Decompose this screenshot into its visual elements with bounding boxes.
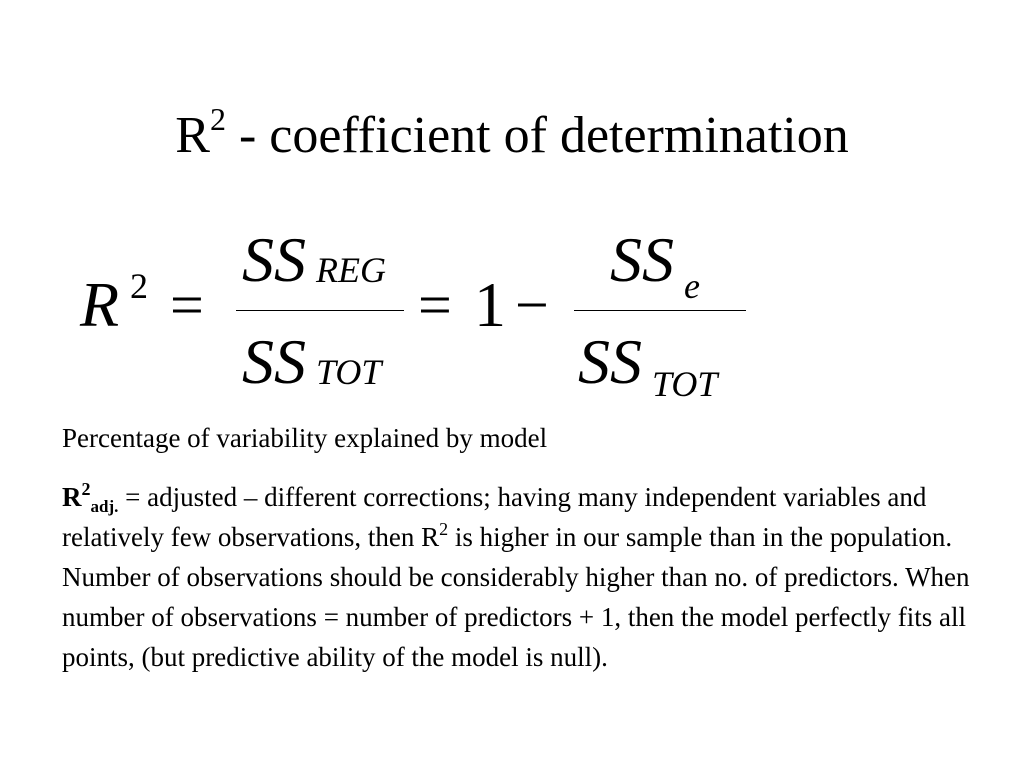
frac1-numerator-base: SS <box>242 224 306 295</box>
frac2-numerator-base: SS <box>610 224 674 295</box>
formula-lhs-variable: R <box>80 269 120 340</box>
inline-r2-superscript: 2 <box>439 519 449 539</box>
adjusted-r2-subscript: adj. <box>90 497 119 516</box>
variability-description: Percentage of variability explained by model <box>62 423 548 453</box>
formula-equals-sign: = <box>170 272 204 338</box>
adjusted-r2-base: R <box>62 482 82 512</box>
adjusted-r2-text-part2: is higher in our sample than in the population. Number of observations should be considerably higher than no. of predictors. When number of observations = number of predictors + 1, then the model perfectly fits all points, (but predictive ability of the model is null). <box>62 522 970 672</box>
title-superscript: 2 <box>209 101 226 137</box>
frac1-denominator-base: SS <box>242 326 306 397</box>
adjusted-r2-paragraph <box>62 477 982 677</box>
title-base: R <box>175 107 210 164</box>
frac2-denominator-base: SS <box>578 326 642 397</box>
formula-one: 1 <box>474 269 506 340</box>
frac2-bar <box>574 310 746 311</box>
frac2-numerator-subscript: e <box>684 266 700 306</box>
formula-lhs-superscript: 2 <box>130 266 148 306</box>
frac1-numerator-subscript: REG <box>316 250 386 290</box>
adjusted-r2-text-part1: = adjusted – different corrections; having many independent variables and relatively few observations, then R <box>62 482 927 552</box>
formula-minus-sign: − <box>515 272 549 338</box>
frac2-denominator-subscript: TOT <box>652 364 718 404</box>
formula-second-equals-sign: = <box>418 272 452 338</box>
adjusted-r2-superscript: 2 <box>81 479 91 499</box>
frac1-denominator-subscript: TOT <box>316 352 382 392</box>
title-rest: - coefficient of determination <box>225 107 849 164</box>
frac1-bar <box>236 310 404 311</box>
adjusted-r2-label <box>62 479 119 516</box>
